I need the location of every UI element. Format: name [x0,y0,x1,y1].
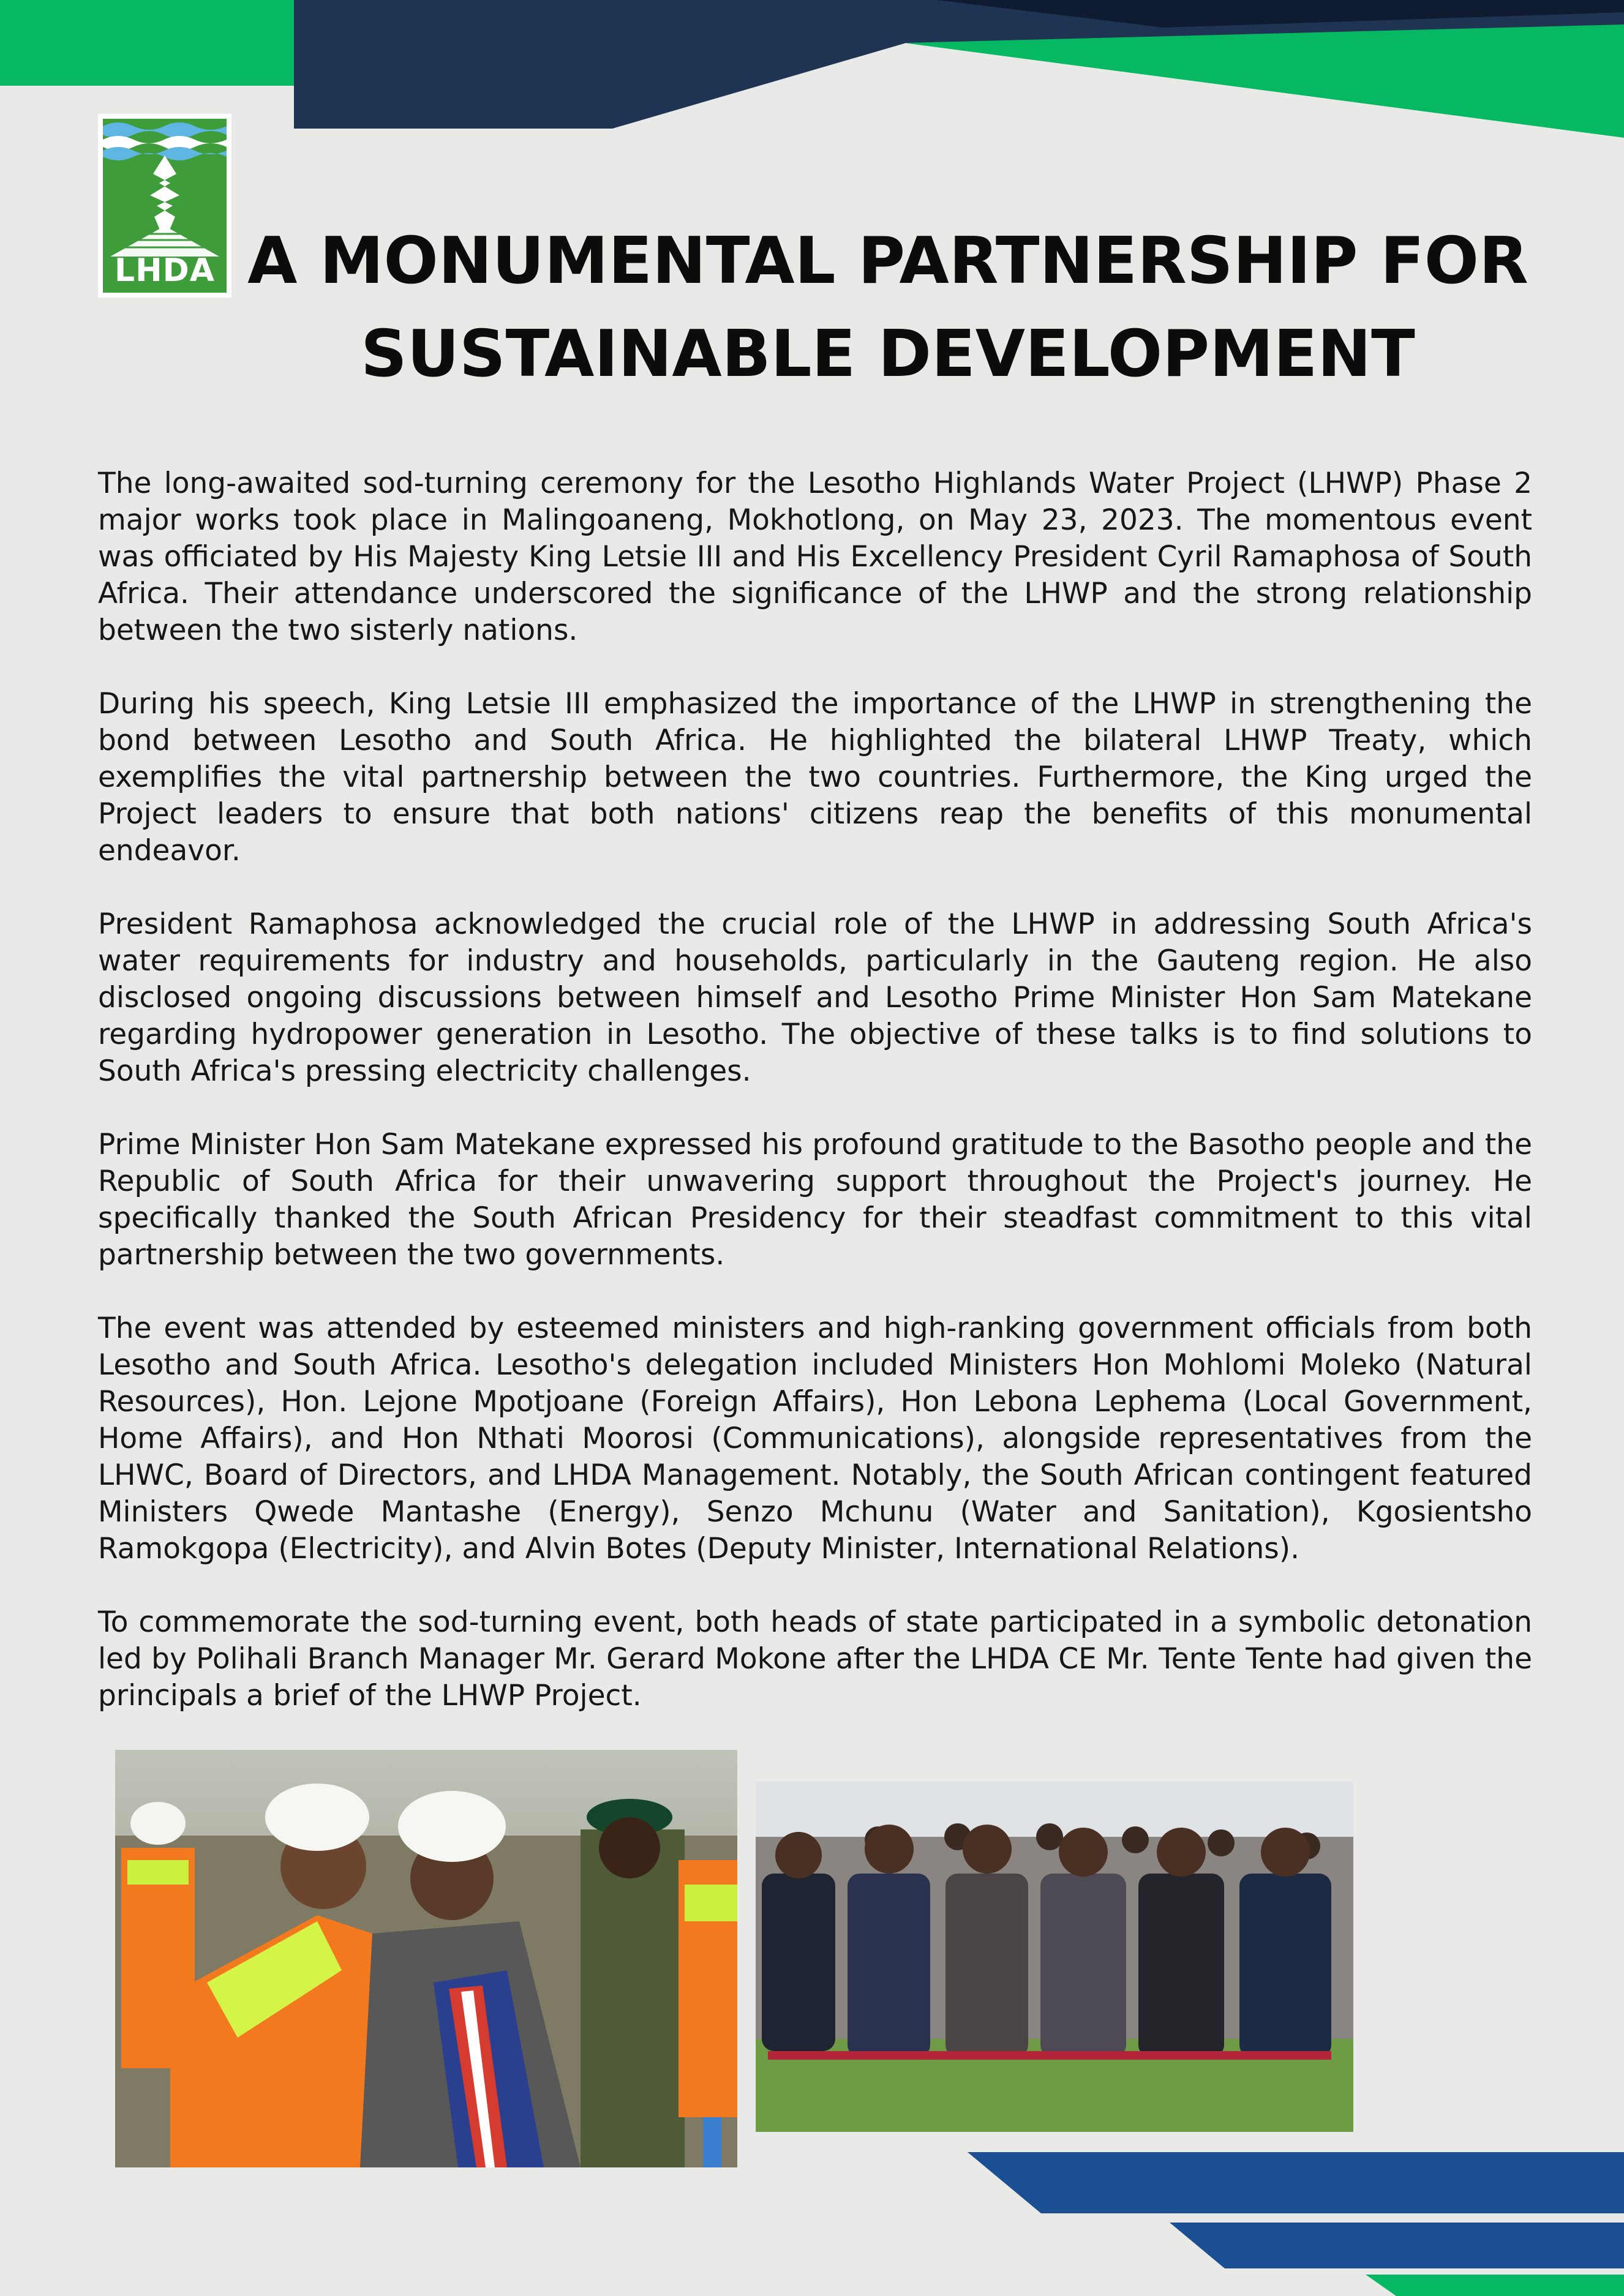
paragraph-prime-minister: Prime Minister Hon Sam Matekane expressed his profound gratitude to the Basotho people and the Republic of South Africa for their unwavering support throughout the Project's journey. He specifically thanked the South African Presidency for their steadfast commitment to this vital partnership between the two governments. [98,1128,1532,1272]
paragraph-detonation: To commemorate the sod-turning event, both heads of state participated in a symbolic detonation led by Polihali Branch Manager Mr. Gerard Mokone after the LHDA CE Mr. Tente Tente had given the principals a brief of the LHWP Project. [98,1605,1532,1713]
header-decoration [0,0,1624,147]
paragraph-ceremony: The long-awaited sod-turning ceremony for the Lesotho Highlands Water Project (LHWP) Phase 2 major works took place in Malingoaneng, Mokhotlong, on May 23, 2023. The momentous event was officiated by His Majesty King Letsie III and His Excellency President Cyril Ramaphosa of South Africa. Their attendance underscored the significance of the LHWP and the strong relationship between the two sisterly nations. [98,467,1532,647]
paragraph-president: President Ramaphosa acknowledged the crucial role of the LHWP in addressing South Africa's water requirements for industry and households, particularly in the Gauteng region. He also disclosed ongoing discussions between himself and Lesotho Prime Minister Hon Sam Matekane regarding hydropower generation in Lesotho. The objective of these talks is to find solutions to South Africa's pressing electricity challenges. [98,907,1532,1088]
footer-decoration [968,2149,1624,2296]
photo-leaders-hard-hats [115,1750,737,2167]
title-line-2: SUSTAINABLE DEVELOPMENT [361,317,1415,391]
logo-text: LHDA [114,252,216,289]
paragraph-attendees: The event was attended by esteemed ministers and high-ranking government officials from both Lesotho and South Africa. Lesotho's delegation included Ministers Hon Mohlomi Moleko (Natural Resources), Hon. Lejone Mpotjoane (Foreign Affairs), Hon Lebona Lephema (Local Government, Home Affairs), and Hon Nthati Moorosi (Communications), alongside representatives from the LHWC, Board of Directors, and LHDA Management. Notably, the South African contingent featured Ministers Qwede Mantashe (Energy), Senzo Mchunu (Water and Sanitation), Kgosientsho Ramokgopa (Electricity), and Alvin Botes (Deputy Minister, International Relations). [98,1311,1532,1566]
article-body [98,465,1532,1751]
page-title [245,214,1531,400]
paragraph-king-speech: During his speech, King Letsie III emphasized the importance of the LHWP in strengthening the bond between Lesotho and South Africa. He highlighted the bilateral LHWP Treaty, which exemplifies the vital partnership between the two countries. Furthermore, the King urged the Project leaders to ensure that both nations' citizens reap the benefits of this monumental endeavor. [98,687,1532,868]
photo-seated-dignitaries [756,1782,1353,2132]
title-line-1: A MONUMENTAL PARTNERSHIP FOR [247,223,1528,298]
lhda-logo [98,114,231,298]
